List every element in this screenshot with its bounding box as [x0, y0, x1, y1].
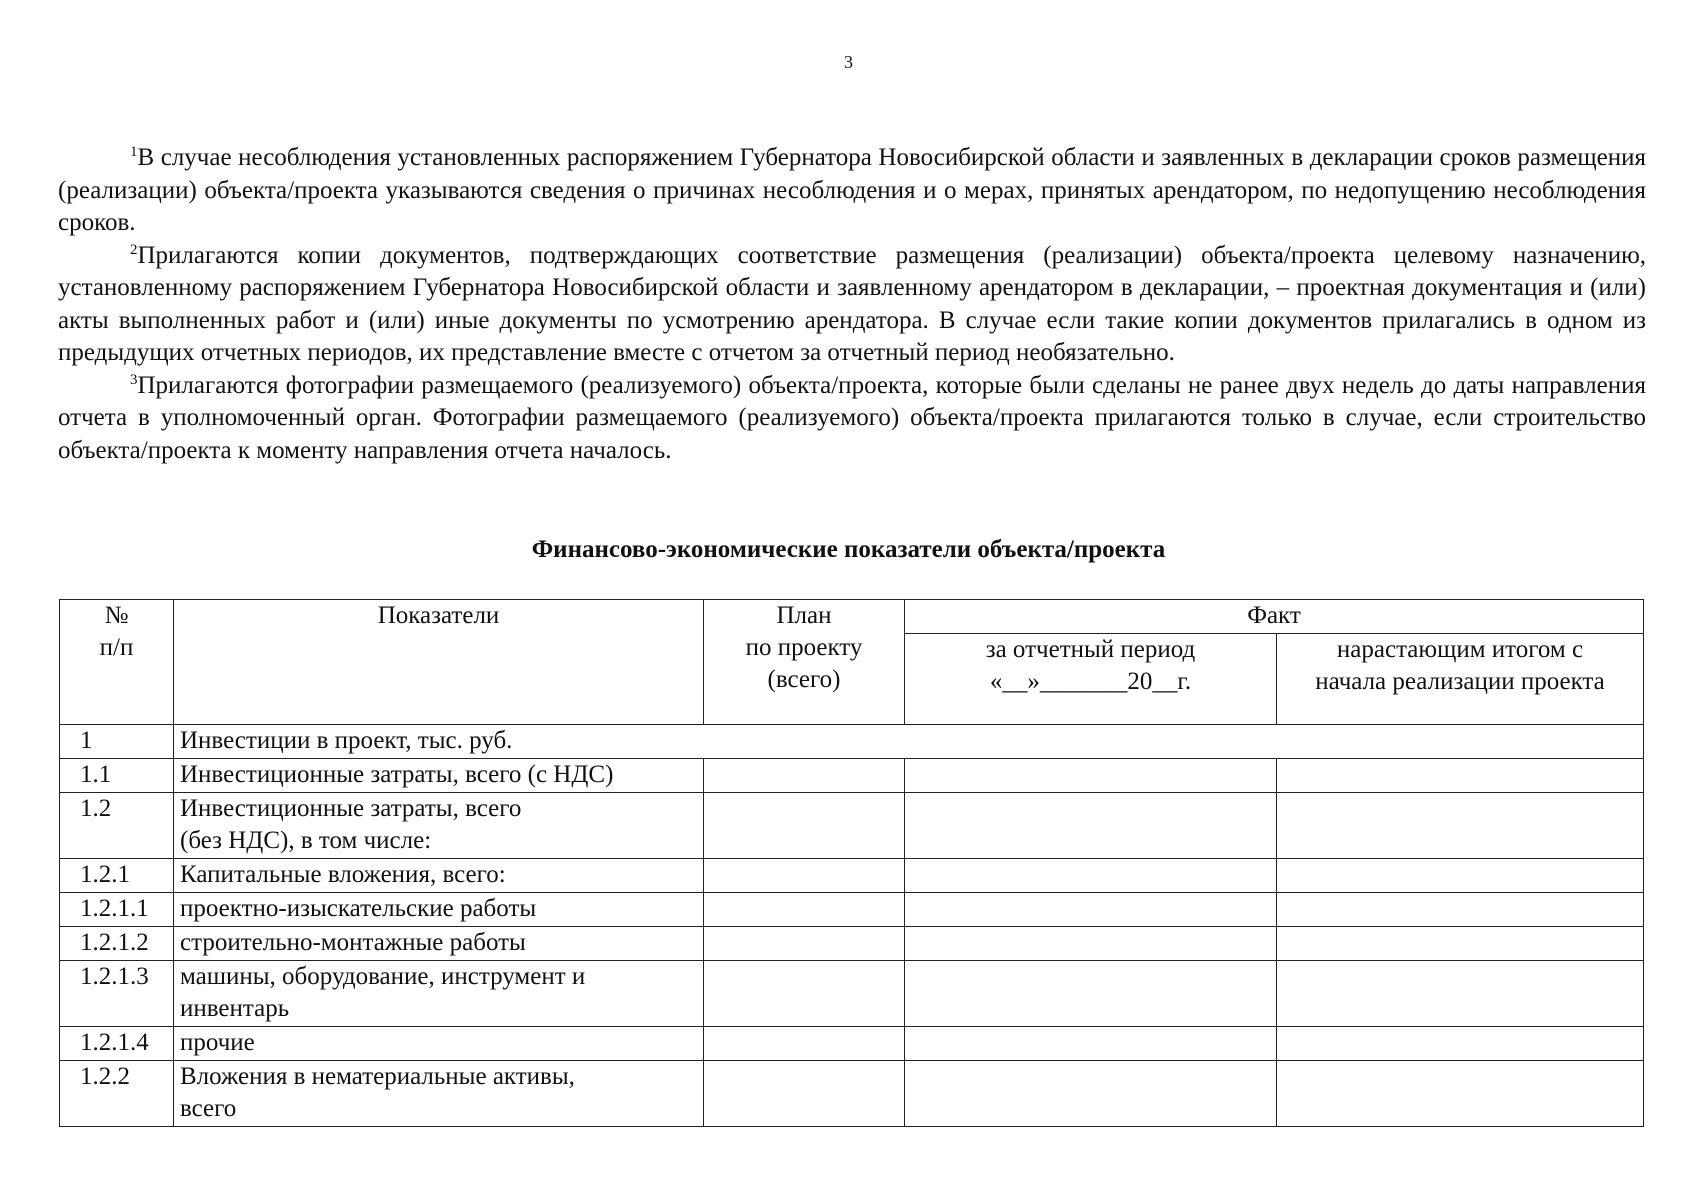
- row-number: 1: [60, 725, 174, 759]
- row-indicator: [174, 759, 704, 793]
- footnote-text: Прилагаются копии документов, подтверждающих соответствие размещения (реализации) объекта/проекта целевому назначению, установленному распоряжением Губернатора Новосибирской области и заявленному арендатором в декларации, – проектная документация и (или) акты выполненных работ и (или) иные документы по усмотрению арендатора. В случае если такие копии документов прилагались в одном из предыдущих отчетных периодов, их представление вместе с отчетом за отчетный период необязательно.: [58, 241, 1646, 366]
- row-number: 1.2: [60, 793, 174, 859]
- row-indicator-line: (без НДС), в том числе:: [180, 827, 432, 854]
- footnote-text: Прилагаются фотографии размещаемого (реализуемого) объекта/проекта, которые были сделаны не ранее двух недель до даты направления отчета в уполномоченный орган. Фотографии размещаемого (реализуемого) объекта/проекта прилагаются только в случае, если строительство объекта/проекта к моменту направления отчета началось.: [58, 371, 1646, 464]
- plan-cell: [704, 859, 905, 893]
- table-row: [60, 961, 1644, 1027]
- plan-cell: [704, 893, 905, 927]
- row-indicator-line: Инвестиционные затраты, всего (с НДС): [180, 761, 614, 788]
- table-row: [60, 893, 1644, 927]
- plan-cell: [704, 961, 905, 1027]
- row-number: 1.2.1: [60, 859, 174, 893]
- row-indicator-line: Капитальные вложения, всего:: [180, 861, 506, 888]
- row-number: 1.2.1.4: [60, 1027, 174, 1061]
- header-plan: [704, 600, 905, 725]
- footnote-text: В случае несоблюдения установленных распоряжением Губернатора Новосибирской области и заявленных в декларации сроков размещения (реализации) объекта/проекта указываются сведения о причинах несоблюдения и о мерах, принятых арендатором, по недопущению несоблюдения сроков.: [58, 144, 1646, 236]
- row-indicator-line: проектно-изыскательские работы: [180, 895, 537, 922]
- row-indicator: [174, 1061, 704, 1127]
- footnote-mark: 3: [130, 371, 138, 388]
- table-header-row: [60, 600, 1644, 634]
- table-row: [60, 759, 1644, 793]
- plan-cell: [704, 1027, 905, 1061]
- row-indicator: [174, 961, 704, 1027]
- fact-period-cell: [905, 927, 1277, 961]
- row-indicator: [174, 793, 704, 859]
- fact-period-cell: [905, 793, 1277, 859]
- fact-cumulative-cell: [1277, 961, 1644, 1027]
- header-indicators: Показатели: [174, 600, 704, 725]
- row-number: 1.1: [60, 759, 174, 793]
- fact-period-cell: [905, 759, 1277, 793]
- footnote-1: [58, 142, 1646, 240]
- plan-cell: [704, 927, 905, 961]
- fact-period-cell: [905, 961, 1277, 1027]
- fact-cumulative-cell: [1277, 893, 1644, 927]
- table-row: [60, 1027, 1644, 1061]
- header-num-line: п/п: [99, 634, 134, 661]
- fact-cumulative-cell: [1277, 927, 1644, 961]
- footnote-2: [58, 240, 1646, 370]
- row-indicator-line: машины, оборудование, инструмент и: [180, 963, 586, 990]
- header-plan-line: План: [776, 602, 832, 629]
- plan-cell: [704, 1061, 905, 1127]
- fact-cumulative-cell: [1277, 759, 1644, 793]
- header-fact-period-line: за отчетный период: [985, 636, 1196, 663]
- row-number: 1.2.1.3: [60, 961, 174, 1027]
- row-indicator: [174, 1027, 704, 1061]
- fact-period-cell: [905, 859, 1277, 893]
- table-row: [60, 859, 1644, 893]
- fact-period-cell: [905, 893, 1277, 927]
- row-indicator-line: Вложения в нематериальные активы,: [180, 1063, 575, 1090]
- row-indicator: [174, 859, 704, 893]
- row-indicator: [174, 893, 704, 927]
- indicators-table: [59, 599, 1644, 1127]
- footnotes-block: [58, 142, 1646, 467]
- row-indicator-line: всего: [180, 1095, 237, 1122]
- footnote-3: [58, 370, 1646, 468]
- plan-cell: [704, 793, 905, 859]
- row-number: 1.2.2: [60, 1061, 174, 1127]
- header-fact-cumulative: [1277, 634, 1644, 725]
- footnote-mark: 2: [130, 241, 138, 258]
- row-indicator-line: Инвестиции в проект, тыс. руб.: [180, 727, 513, 754]
- fact-period-cell: [905, 1027, 1277, 1061]
- header-plan-line: по проекту: [745, 634, 863, 661]
- fact-cumulative-cell: [1277, 793, 1644, 859]
- row-indicator: [174, 927, 704, 961]
- row-indicator: [174, 725, 1644, 759]
- fact-cumulative-cell: [1277, 859, 1644, 893]
- fact-period-cell: [905, 1061, 1277, 1127]
- fact-cumulative-cell: [1277, 1061, 1644, 1127]
- section-title: Финансово-экономические показатели объекта/проекта: [531, 536, 1166, 563]
- header-fact-period: [905, 634, 1277, 725]
- fact-cumulative-cell: [1277, 1027, 1644, 1061]
- plan-cell: [704, 759, 905, 793]
- row-number: 1.2.1.1: [60, 893, 174, 927]
- table-row: [60, 927, 1644, 961]
- table-row: [60, 725, 1644, 759]
- row-number: 1.2.1.2: [60, 927, 174, 961]
- header-plan-line: (всего): [767, 666, 841, 693]
- table-row: [60, 793, 1644, 859]
- row-indicator-line: строительно-монтажные работы: [180, 929, 526, 956]
- row-indicator-line: инвентарь: [180, 995, 290, 1022]
- page-number: 3: [844, 52, 853, 72]
- footnote-mark: 1: [130, 144, 138, 160]
- header-fact-cumulative-line: нарастающим итогом с: [1336, 636, 1584, 663]
- header-fact-cumulative-line: начала реализации проекта: [1315, 668, 1605, 695]
- header-fact-period-line: «__»_______20__г.: [989, 668, 1192, 695]
- header-num: [60, 600, 174, 725]
- header-fact: Факт: [905, 600, 1644, 634]
- row-indicator-line: прочие: [180, 1029, 255, 1056]
- header-num-line: №: [104, 602, 129, 629]
- row-indicator-line: Инвестиционные затраты, всего: [180, 795, 522, 822]
- table-row: [60, 1061, 1644, 1127]
